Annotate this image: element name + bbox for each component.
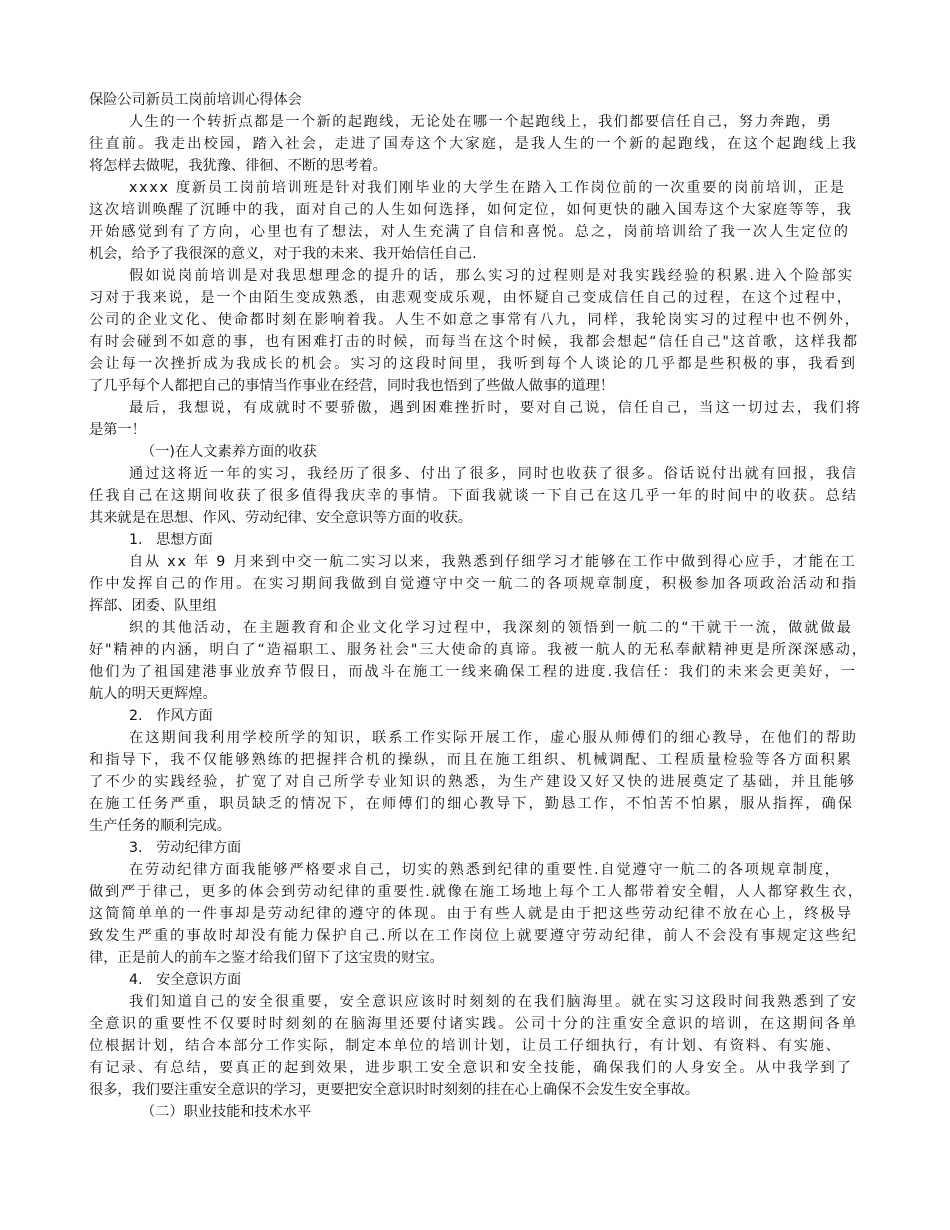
paragraph-line: 致发生严重的事故时却没有能力保护自己.所以在工作岗位上就要遵守劳动纪律，前人不会没有事规定这些纪 (89, 928, 859, 944)
paragraph-line: 很多，我们要注重安全意识的学习，更要把安全意识时时刻刻的挂在心上确保不会发生安全事故。 (89, 1082, 700, 1098)
paragraph-line: 在劳动纪律方面我能够严格要求自己，切实的熟悉到纪律的重要性.自觉遵守一航二的各项规章制度， (129, 862, 841, 878)
paragraph-line: 好"精神的内涵，明白了“造福职工、服务社会"三大使命的真谛。我被一航人的无私奉献精神更是所深深感动， (89, 642, 868, 658)
paragraph-line: 有记录、有总结，要真正的起到效果，进步职工安全意识和安全技能，确保我们的人身安全。从中我学到了 (89, 1060, 854, 1076)
paragraph-line: 任我自己在这期间收获了很多值得我庆幸的事情。下面我就谈一下自己在这几乎一年的时间中的收获。总结 (89, 488, 859, 504)
paragraph-line: 人生的一个转折点都是一个新的起跑线，无论处在哪一个起跑线上，我们都要信任自己，努力奔跑，勇 (129, 114, 833, 130)
paragraph-line: 他们为了祖国建港事业放弃节假日，而战斗在施工一线来确保工程的进度.我信任：我们的未来会更美好，一 (89, 664, 857, 680)
paragraph-line: 假如说岗前培训是对我思想理念的提升的话，那么实习的过程则是对我实践经验的积累.进入个险部实 (129, 268, 855, 284)
paragraph-line: xxxx 度新员工岗前培训班是针对我们刚毕业的大学生在踏入工作岗位前的一次重要的岗前培训，正是 (129, 180, 846, 196)
subsection-heading: 3. 劳动纪律方面 (129, 840, 242, 856)
paragraph-line: 织的其他活动，在主题教育和企业文化学习过程中，我深刻的领悟到一航二的“干就干一流，做就做最 (129, 620, 854, 636)
paragraph-line: 习对于我来说，是一个由陌生变成熟悉，由悲观变成乐观，由怀疑自己变成信任自己的过程，在这个过程中， (89, 290, 853, 306)
paragraph-line: 有时会碰到不如意的事，也有困难打击的时候，而每当在这个时候，我都会想起“信任自己"这首歌，这样我都 (89, 334, 859, 350)
paragraph-line: 将怎样去做呢，我犹豫、徘徊、不断的思考着。 (89, 158, 387, 174)
paragraph-line: 律，正是前人的前车之鉴才给我们留下了这宝贵的财宝。 (89, 950, 444, 966)
paragraph-line: 了不少的实践经验，扩宽了对自己所学专业知识的熟悉，为生产建设又好又快的进展奠定了基础，并且能够 (89, 774, 857, 790)
paragraph-line: 其来就是在思想、作风、劳动纪律、安全意识等方面的收获。 (89, 510, 473, 526)
paragraph-line: 自从 xx 年 9 月来到中交一航二实习以来，我熟悉到仔细学习才能够在工作中做到得心应手，才能在工 (129, 554, 857, 570)
subsection-heading: 2. 作风方面 (129, 708, 213, 724)
paragraph-line: 在施工任务严重，职员缺乏的情况下，在师傅们的细心教导下，勤恳工作，不怕苦不怕累，服从指挥，确保 (89, 796, 855, 812)
paragraph-line: 位根据计划，结合本部分工作实际，制定本单位的培训计划，让员工仔细执行，有计划、有资料、有实施、 (89, 1038, 842, 1054)
paragraph-line: 在这期间我利用学校所学的知识，联系工作实际开展工作，虚心服从师傅们的细心教导，在他们的帮助 (129, 730, 858, 746)
paragraph-line: 了几乎每个人都把自己的事情当作事业在经营，同时我也悟到了些做人做事的道理！ (89, 378, 614, 394)
paragraph-line: 开始感觉到有了方向，心里也有了想法，对人生充满了自信和喜悦。总之，岗前培训给了我一次人生定位的 (89, 224, 851, 240)
paragraph-line: 通过这将近一年的实习，我经历了很多、付出了很多，同时也收获了很多。俗话说付出就有回报，我信 (129, 466, 858, 482)
paragraph-line: 做到严于律己，更多的体会到劳动纪律的重要性.就像在施工场地上每个工人都带着安全帽，人人都穿救生衣， (89, 884, 864, 900)
paragraph-line: 我们知道自己的安全很重要，安全意识应该时时刻刻的在我们脑海里。就在实习这段时间我熟悉到了安 (129, 994, 858, 1010)
paragraph-line: 作中发挥自己的作用。在实习期间我做到自觉遵守中交一航二的各项规章制度，积极参加各项政治活动和指 (89, 576, 859, 592)
paragraph-line: 全意识的重要性不仅要时时刻刻的在脑海里还要付诸实践。公司十分的注重安全意识的培训，在这期间各单 (89, 1016, 859, 1032)
section-heading: （二）职业技能和技术水平 (141, 1104, 312, 1120)
paragraph-line: 这次培训唤醒了沉睡中的我，面对自己的人生如何选择，如何定位，如何更快的融入国寿这个大家庭等等，我 (89, 202, 853, 218)
subsection-heading: 1. 思想方面 (129, 532, 213, 548)
subsection-heading: 4. 安全意识方面 (129, 972, 242, 988)
paragraph-line: 会让每一次挫折成为我成长的机会。实习的这段时间里，我听到每个人谈论的几乎都是些积极的事，我看到 (89, 356, 858, 372)
paragraph-line: 和指导下，我不仅能够熟练的把握拌合机的操纵，而且在施工组织、机械调配、工程质量检验等各方面积累 (89, 752, 854, 768)
paragraph-line: 挥部、团委、队里组 (89, 598, 217, 614)
paragraph-line: 生产任务的顺利完成。 (89, 818, 231, 834)
section-heading: （一)在人文素养方面的收获 (141, 444, 317, 460)
document-title: 保险公司新员工岗前培训心得体会 (89, 92, 302, 108)
paragraph-line: 机会，给予了我很深的意义，对于我的未来、我开始信任自己. (89, 246, 477, 262)
paragraph-line: 这简简单单的一件事却是劳动纪律的遵守的体现。由于有些人就是由于把这些劳动纪律不放在心上，终极导 (89, 906, 854, 922)
paragraph-line: 往直前。我走出校园，踏入社会，走进了国寿这个大家庭，是我人生的一个新的起跑线，在这个起跑线上我 (89, 136, 859, 152)
paragraph-line: 公司的企业文化、使命都时刻在影响着我。人生不如意之事常有八九，同样，我轮岗实习的过程中也不例外， (89, 312, 861, 328)
paragraph-line: 是第一！ (89, 422, 146, 438)
paragraph-line: 航人的明天更辉煌。 (89, 686, 217, 702)
paragraph-line: 最后，我想说，有成就时不要骄傲，遇到困难挫折时，要对自己说，信任自己，当这一切过去，我们将 (129, 400, 863, 416)
